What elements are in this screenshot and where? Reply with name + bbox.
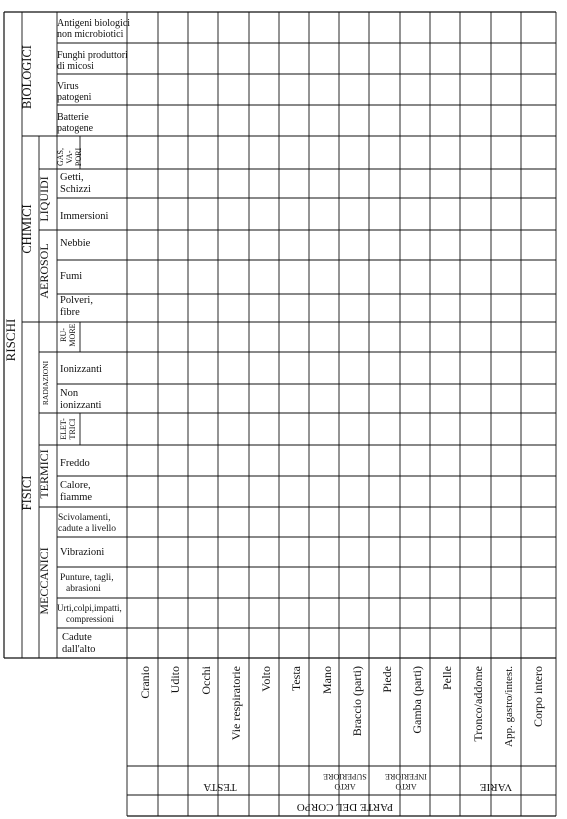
risk-label: RISCHI: [3, 318, 18, 362]
body-part-udito: Udito: [168, 666, 182, 694]
group-label-biologici: BIOLOGICI: [20, 45, 34, 109]
risk-label-nebbie: Nebbie: [60, 238, 91, 249]
body-part-braccio: Braccio (parti): [350, 666, 364, 737]
svg-text:PORI: PORI: [74, 147, 83, 167]
group-label-fisici: FISICI: [20, 475, 34, 511]
body-part-mano: Mano: [320, 666, 334, 694]
body-group-arto-inferiore: [385, 772, 427, 791]
risk-label-virus: Virus patogeni: [57, 81, 92, 103]
risk-label-elettrici: [59, 418, 77, 440]
svg-text:MORE: MORE: [68, 323, 77, 347]
risk-label-scivolamenti: Scivolamenti, cadute a livello: [58, 513, 117, 534]
body-part-corpo-intero: Corpo intero: [531, 666, 545, 727]
risk-label-polveri: Polveri, fibre: [60, 295, 93, 318]
body-part-volto: Volto: [259, 666, 273, 692]
risk-label-batterie: Batterie patogene: [57, 112, 94, 134]
svg-text:VA-: VA-: [65, 150, 74, 164]
svg-text:SUPERIORE: SUPERIORE: [323, 772, 367, 781]
risk-label-vibrazioni: Vibrazioni: [60, 547, 105, 558]
svg-text:TRICI: TRICI: [68, 418, 77, 440]
body-group-varie: VARIE: [479, 781, 513, 793]
body-part-occhi: Occhi: [199, 666, 213, 695]
body-part-piede: Piede: [380, 666, 394, 693]
subgroup-label-liquidi: LIQUIDI: [37, 176, 51, 222]
body-part-labels: [138, 665, 545, 747]
subgroup-label-termici: TERMICI: [37, 449, 51, 499]
subgroup-label-aerosol: AEROSOL: [37, 243, 51, 299]
subgroup-label-radiazioni: RADIAZIONI: [41, 360, 50, 406]
body-label: PARTE DEL CORPO: [296, 801, 394, 813]
risk-label-freddo: Freddo: [60, 458, 90, 469]
body-part-tronco: Tronco/addome: [471, 666, 485, 742]
svg-text:ELET-: ELET-: [59, 418, 68, 440]
risk-label-ionizzanti: Ionizzanti: [60, 364, 102, 375]
body-group-arto-superiore: [323, 772, 367, 791]
risk-label-fumi: Fumi: [60, 271, 83, 282]
risk-label-getti: Getti, Schizzi: [60, 172, 91, 195]
risk-label-funghi: Funghi produttori di micosi: [57, 50, 128, 72]
risk-label-punture: Punture, tagli, abrasioni: [60, 573, 114, 594]
svg-text:RU-: RU-: [59, 328, 68, 342]
svg-text:INFERIORE: INFERIORE: [385, 772, 427, 781]
risk-label-cadute: Cadute dall'alto: [62, 632, 96, 655]
risk-label-immersioni: Immersioni: [60, 211, 109, 222]
svg-text:GAS,: GAS,: [56, 147, 65, 167]
group-label-chimici: CHIMICI: [20, 204, 34, 254]
body-part-cranio: Cranio: [138, 666, 152, 699]
subgroup-label-meccanici: MECCANICI: [37, 547, 51, 615]
body-part-pelle: Pelle: [440, 666, 454, 690]
risk-label-rumore: [59, 323, 77, 346]
svg-text:ARTO: ARTO: [334, 782, 356, 791]
risk-label-urti: Urti,colpi,impatti, compressioni: [57, 603, 122, 624]
body-group-testa: TESTA: [203, 781, 237, 793]
svg-text:ARTO: ARTO: [395, 782, 417, 791]
risk-label-gas-vapori: [56, 148, 83, 167]
body-part-vie-respiratorie: Vie respiratorie: [229, 666, 243, 741]
risk-label-calore: Calore, fiamme: [60, 480, 93, 503]
body-part-app-gastro: App. gastro/intest.: [503, 666, 515, 747]
risk-label-antigeni: Antigeni biologici non microbiotici: [57, 18, 131, 40]
body-part-testa: Testa: [289, 666, 303, 692]
body-part-gamba: Gamba (parti): [410, 666, 424, 734]
risk-label-non-ionizzanti: Non ionizzanti: [60, 388, 102, 411]
